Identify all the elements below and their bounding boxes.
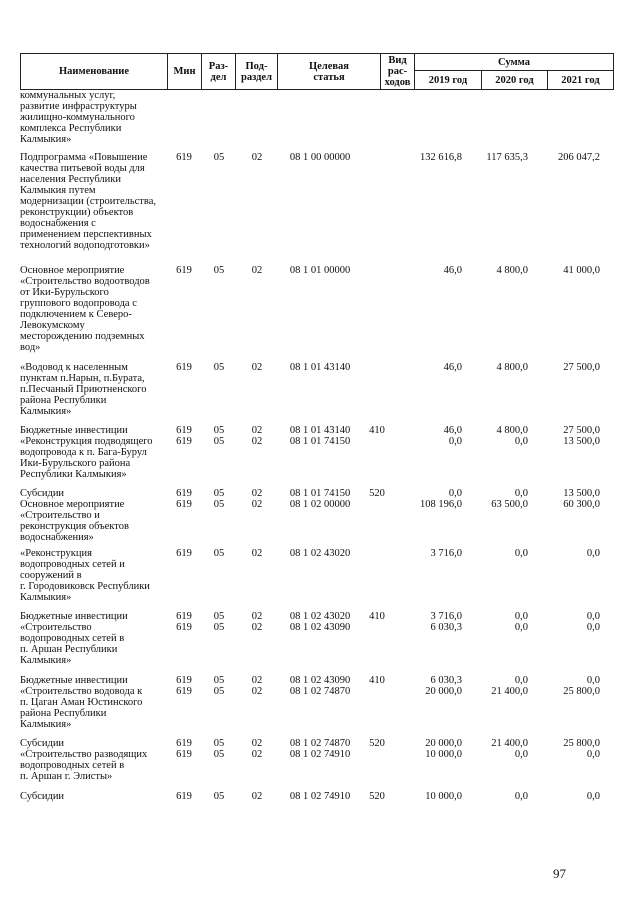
header-razdel: Раз- дел [201, 53, 236, 90]
row-y3: 206 047,2 [558, 152, 600, 163]
row-y1: 3 716,0 6 030,3 [430, 611, 462, 633]
row-cel: 08 1 02 43090 08 1 02 74870 [289, 675, 351, 697]
header-summa: Сумма [414, 53, 614, 71]
row-y2: 4 800,0 0,0 [496, 425, 528, 447]
table-header [20, 53, 614, 90]
header-2021: 2021 год [547, 70, 614, 90]
row-name: Субсидии [20, 791, 65, 802]
row-pod: 02 [251, 791, 263, 802]
row-y1: 10 000,0 [425, 791, 462, 802]
page-number: 97 [553, 866, 566, 881]
row-min: 619 [176, 362, 192, 373]
row-raz: 05 [213, 362, 225, 373]
row-cel: 08 1 02 74870 08 1 02 74910 [289, 738, 351, 760]
row-raz: 05 [213, 791, 225, 802]
row-cel: 08 1 01 74150 08 1 02 00000 [289, 488, 351, 510]
row-y3: 0,0 [586, 791, 600, 802]
row-name: Бюджетные инвестиции «Строительство водопроводных сетей в п. Аршан Республики Калмыкия» [20, 611, 128, 666]
row-y2: 0,0 63 500,0 [491, 488, 528, 510]
header-name: Наименование [20, 53, 168, 90]
row-vid: 520 [369, 791, 385, 802]
row-name: Субсидии Основное мероприятие «Строительство и реконструкция объектов водоснабжения» [20, 488, 129, 543]
row-cel: 08 1 02 43020 08 1 02 43090 [289, 611, 351, 633]
row-vid: 410 [369, 611, 385, 622]
row-name: «Реконструкция водопроводных сетей и сооружений в г. Городовиковск Республики Калмыкия» [20, 548, 150, 603]
row-pod: 02 02 [251, 675, 263, 697]
row-y2: 0,0 [514, 791, 528, 802]
row-vid: 520 [369, 488, 385, 499]
row-name: Основное мероприятие «Строительство водоотводов от Ики-Бурульского группового водопровода с подключением к Северо- Левокумскому месторождению подземных вод» [20, 265, 150, 353]
row-raz: 05 [213, 152, 225, 163]
header-min: Мин [167, 53, 202, 90]
header-celevaya: Целевая статья [277, 53, 381, 90]
row-pod: 02 02 [251, 738, 263, 760]
row-name: коммунальных услуг, развитие инфраструктуры жилищно-коммунального комплекса Республики Калмыкия» [20, 90, 137, 145]
row-name: Субсидии «Строительство разводящих водопроводных сетей в п. Аршан г. Элисты» [20, 738, 148, 782]
row-y3: 0,0 [586, 548, 600, 559]
row-y1: 3 716,0 [430, 548, 462, 559]
row-min: 619 619 [176, 675, 192, 697]
row-y2: 4 800,0 [496, 265, 528, 276]
row-cel: 08 1 02 43020 [289, 548, 351, 559]
row-y1: 20 000,0 10 000,0 [425, 738, 462, 760]
row-vid: 410 [369, 425, 385, 436]
row-name: Бюджетные инвестиции «Строительство водовода к п. Цаган Аман Юстинского района Республики Калмыкия» [20, 675, 143, 730]
row-min: 619 [176, 791, 192, 802]
row-pod: 02 [251, 548, 263, 559]
row-y2: 0,0 [514, 548, 528, 559]
row-name: Бюджетные инвестиции «Реконструкция подводящего водопровода к п. Бага-Бурул Ики-Бурульского района Республики Калмыкия» [20, 425, 153, 480]
row-min: 619 [176, 152, 192, 163]
row-pod: 02 02 [251, 611, 263, 633]
row-cel: 08 1 01 43140 08 1 01 74150 [289, 425, 351, 447]
row-cel: 08 1 02 74910 [289, 791, 351, 802]
row-cel: 08 1 00 00000 [289, 152, 351, 163]
row-name: Подпрограмма «Повышение качества питьевой воды для населения Республики Калмыкия путем модернизации (строительства, реконструкции) объектов водоснабжения с применением перспективных технологий водоподготовки» [20, 152, 156, 251]
row-y1: 6 030,3 20 000,0 [425, 675, 462, 697]
row-raz: 05 05 [213, 425, 225, 447]
header-2020: 2020 год [481, 70, 548, 90]
row-y2: 117 635,3 [486, 152, 528, 163]
row-pod: 02 02 [251, 425, 263, 447]
row-min: 619 [176, 265, 192, 276]
row-y3: 27 500,0 [563, 362, 600, 373]
row-y1: 132 616,8 [420, 152, 462, 163]
row-y2: 21 400,0 0,0 [491, 738, 528, 760]
row-y1: 0,0 108 196,0 [420, 488, 462, 510]
row-y1: 46,0 [443, 265, 462, 276]
row-cel: 08 1 01 43140 [289, 362, 351, 373]
row-pod: 02 [251, 362, 263, 373]
row-vid: 520 [369, 738, 385, 749]
row-min: 619 619 [176, 738, 192, 760]
row-raz: 05 05 [213, 675, 225, 697]
row-y3: 0,0 25 800,0 [563, 675, 600, 697]
row-y3: 27 500,0 13 500,0 [563, 425, 600, 447]
header-vid: Вид рас- ходов [380, 53, 415, 90]
row-raz: 05 [213, 265, 225, 276]
row-pod: 02 [251, 152, 263, 163]
row-y2: 4 800,0 [496, 362, 528, 373]
row-min: 619 [176, 548, 192, 559]
row-min: 619 619 [176, 425, 192, 447]
row-name: «Водовод к населенным пунктам п.Нарын, п.Бурата, п.Песчаный Приютненского района Республики Калмыкия» [20, 362, 147, 417]
row-y3: 41 000,0 [563, 265, 600, 276]
row-y3: 0,0 0,0 [586, 611, 600, 633]
row-cel: 08 1 01 00000 [289, 265, 351, 276]
row-min: 619 619 [176, 488, 192, 510]
row-pod: 02 [251, 265, 263, 276]
row-raz: 05 [213, 548, 225, 559]
row-raz: 05 05 [213, 611, 225, 633]
row-vid: 410 [369, 675, 385, 686]
row-raz: 05 05 [213, 738, 225, 760]
header-podrazdel: Под- раздел [235, 53, 278, 90]
row-raz: 05 05 [213, 488, 225, 510]
row-y1: 46,0 0,0 [443, 425, 462, 447]
row-y3: 13 500,0 60 300,0 [563, 488, 600, 510]
row-y1: 46,0 [443, 362, 462, 373]
row-y3: 25 800,0 0,0 [563, 738, 600, 760]
row-y2: 0,0 0,0 [514, 611, 528, 633]
row-min: 619 619 [176, 611, 192, 633]
row-pod: 02 02 [251, 488, 263, 510]
header-2019: 2019 год [414, 70, 482, 90]
row-y2: 0,0 21 400,0 [491, 675, 528, 697]
